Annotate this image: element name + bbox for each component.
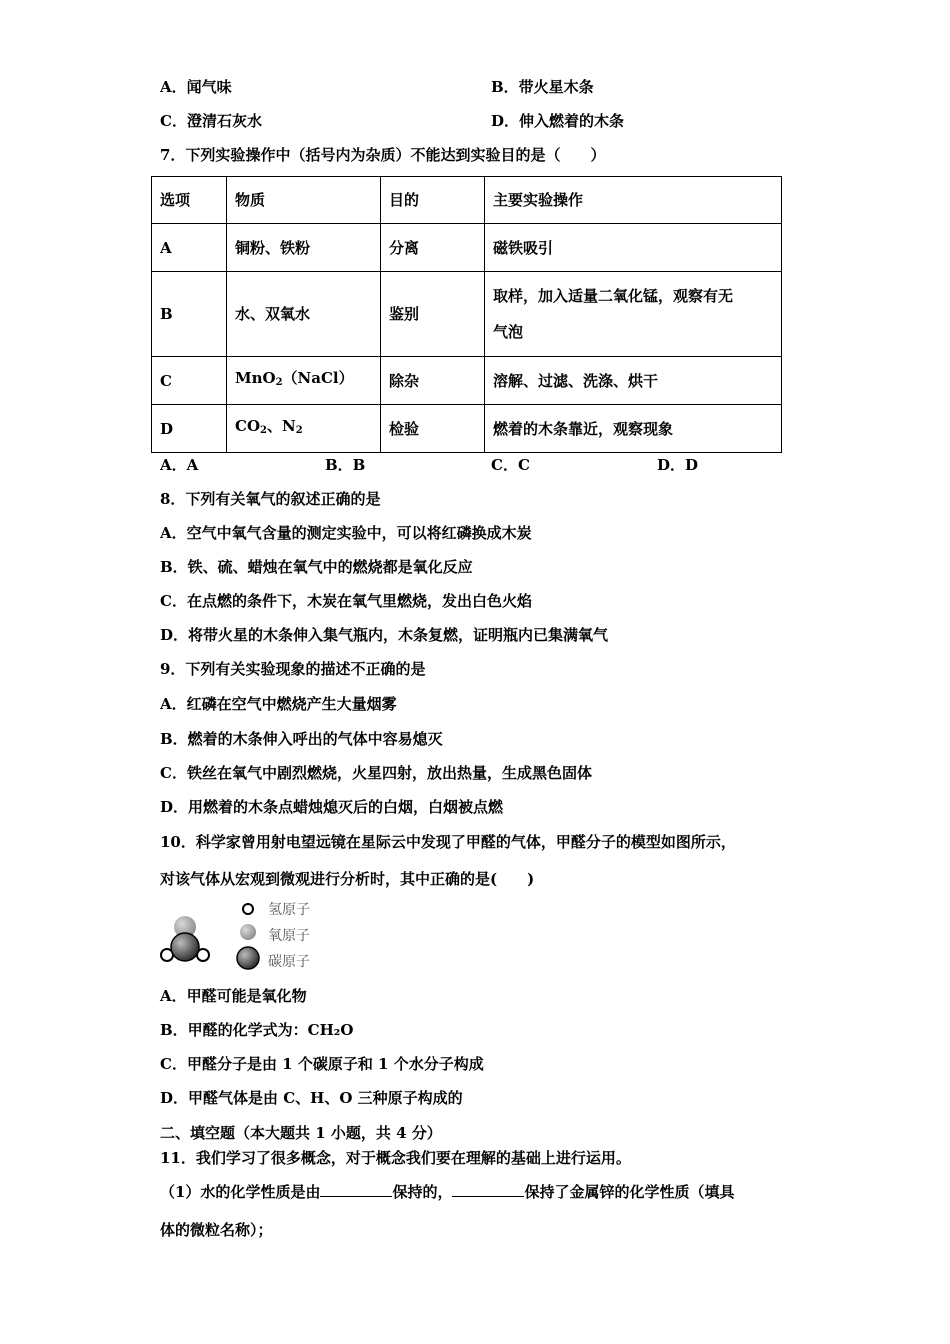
table-cell (485, 272, 782, 357)
q6-option-a: A．闻气味 (160, 78, 232, 96)
q11-part1-text: 保持了金属锌的化学性质（填具 (524, 1183, 735, 1201)
formula-subscript: 2 (295, 425, 303, 436)
q9-stem: 9．下列有关实验现象的描述不正确的是 (160, 660, 426, 678)
legend-oxygen-icon (240, 924, 256, 940)
table-cell: D (152, 405, 227, 453)
table-row (152, 224, 782, 272)
table-header-cell: 物质 (227, 177, 381, 224)
q6-option-c: C．澄清石灰水 (160, 112, 262, 130)
formula-rest: （NaCl） (282, 369, 354, 387)
table-cell (227, 357, 381, 405)
table-header-row (152, 177, 782, 224)
q8-option-b: B．铁、硫、蜡烛在氧气中的燃烧都是氧化反应 (160, 558, 473, 576)
q11-stem: 11．我们学习了很多概念，对于概念我们要在理解的基础上进行运用。 (160, 1149, 631, 1167)
formula-subscript: 2 (260, 425, 267, 436)
table-row (152, 272, 782, 357)
table-header-cell: 目的 (381, 177, 485, 224)
formaldehyde-model-figure (158, 900, 326, 972)
q11-part1-text: 保持的， (392, 1183, 453, 1201)
q6-option-d: D．伸入燃着的木条 (491, 112, 625, 130)
legend-oxygen-label: 氧原子 (268, 928, 310, 944)
q11-part1-text: （1）水的化学性质是由 (160, 1183, 321, 1201)
table-cell: B (152, 272, 227, 357)
fill-blank-1[interactable] (320, 1182, 392, 1197)
q10-stem-line1: 10．科学家曾用射电望远镜在星际云中发现了甲醛的气体，甲醛分子的模型如图所示， (160, 833, 736, 851)
q11-part1 (160, 1182, 734, 1202)
table-cell: 磁铁吸引 (485, 224, 782, 272)
q7-stem: 7．下列实验操作中（括号内为杂质）不能达到实验目的是（ ） (160, 146, 606, 164)
carbon-atom (171, 933, 199, 961)
legend-hydrogen-label: 氢原子 (268, 902, 310, 918)
q7-option-a: A．A (160, 456, 199, 474)
table-cell: 检验 (381, 405, 485, 453)
q6-option-b: B．带火星木条 (491, 78, 594, 96)
formula-subscript: 2 (275, 377, 283, 388)
q7-table (151, 176, 782, 453)
q11-part1-continued: 体的微粒名称）； (160, 1221, 273, 1239)
table-cell-line: 气泡 (493, 323, 524, 341)
q10-option-b: B．甲醛的化学式为：CH₂O (160, 1021, 354, 1039)
legend-hydrogen-icon (243, 904, 253, 914)
legend-carbon-label: 碳原子 (268, 954, 310, 970)
table-cell: 除杂 (381, 357, 485, 405)
formula-main: CO (235, 417, 261, 435)
q9-option-a: A．红磷在空气中燃烧产生大量烟雾 (160, 695, 397, 713)
table-cell-line: 取样，加入适量二氧化锰，观察有无 (493, 287, 734, 305)
table-cell: C (152, 357, 227, 405)
q10-option-c: C．甲醛分子是由 1 个碳原子和 1 个水分子构成 (160, 1055, 484, 1073)
q8-option-c: C．在点燃的条件下，木炭在氧气里燃烧，发出白色火焰 (160, 592, 532, 610)
table-cell: 燃着的木条靠近，观察现象 (485, 405, 782, 453)
table-cell: 水、双氧水 (227, 272, 381, 357)
section-heading: 二、填空题（本大题共 1 小题，共 4 分） (160, 1124, 442, 1142)
q10-option-d: D．甲醛气体是由 C、H、O 三种原子构成的 (160, 1089, 463, 1107)
q8-option-a: A．空气中氧气含量的测定实验中，可以将红磷换成木炭 (160, 524, 532, 542)
table-cell: 溶解、过滤、洗涤、烘干 (485, 357, 782, 405)
table-row (152, 357, 782, 405)
q7-option-d: D．D (657, 456, 699, 474)
q10-option-a: A．甲醛可能是氧化物 (160, 987, 307, 1005)
table-cell: 分离 (381, 224, 485, 272)
table-row (152, 405, 782, 453)
fill-blank-2[interactable] (452, 1182, 524, 1197)
formula-rest: 、N (266, 417, 296, 435)
table-cell: A (152, 224, 227, 272)
table-header-cell: 主要实验操作 (485, 177, 782, 224)
table-cell: 鉴别 (381, 272, 485, 357)
q9-option-d: D．用燃着的木条点蜡烛熄灭后的白烟，白烟被点燃 (160, 798, 504, 816)
q7-option-c: C．C (491, 456, 530, 474)
q8-option-d: D．将带火星的木条伸入集气瓶内，木条复燃，证明瓶内已集满氧气 (160, 626, 609, 644)
table-header-cell: 选项 (152, 177, 227, 224)
q7-option-b: B．B (325, 456, 366, 474)
table-cell (227, 405, 381, 453)
table-cell: 铜粉、铁粉 (227, 224, 381, 272)
q9-option-b: B．燃着的木条伸入呼出的气体中容易熄灭 (160, 730, 443, 748)
q10-stem-line2: 对该气体从宏观到微观进行分析时，其中正确的是( ) (160, 870, 535, 888)
q8-stem: 8．下列有关氧气的叙述正确的是 (160, 490, 381, 508)
formula-main: MnO (235, 369, 276, 387)
q9-option-c: C．铁丝在氧气中剧烈燃烧，火星四射，放出热量，生成黑色固体 (160, 764, 592, 782)
legend-carbon-icon (237, 947, 259, 969)
